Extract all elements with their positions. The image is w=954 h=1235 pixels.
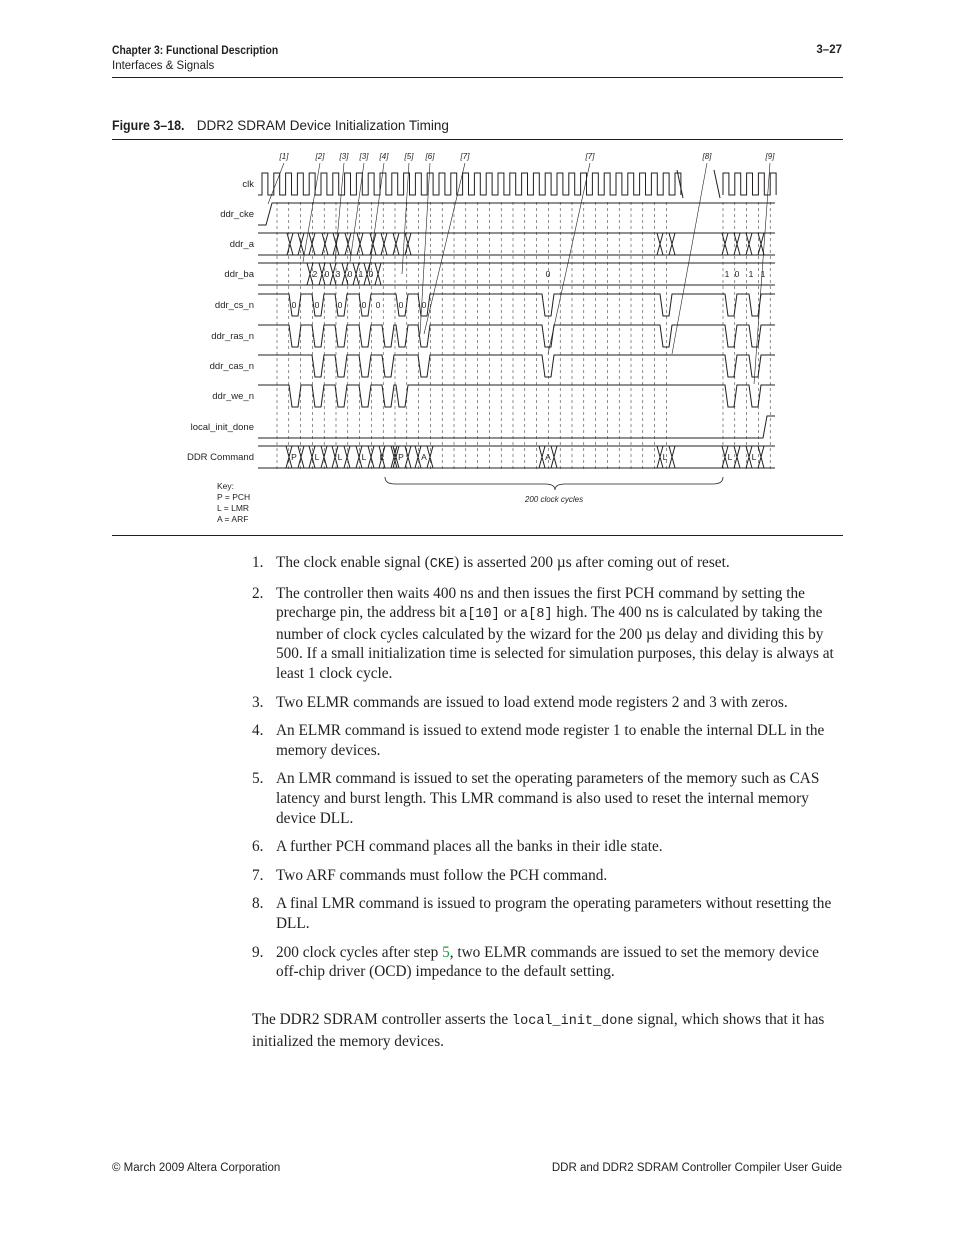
- cs-value: 0: [314, 300, 320, 310]
- step-number: 9.: [252, 943, 264, 961]
- ba-value: 0: [734, 269, 740, 279]
- cs-value: 0: [398, 300, 404, 310]
- chapter-title: Chapter 3: Functional Description: [112, 45, 279, 57]
- command-value: A: [545, 452, 551, 462]
- signal-label: ddr_a: [229, 239, 254, 250]
- ddr-command-bus: [258, 446, 775, 468]
- text-run: Two ELMR commands are issued to load extend mode registers 2 and 3 with zeros.: [276, 693, 788, 711]
- annotation-leader: [268, 163, 284, 204]
- text-run: An ELMR command is issued to extend mode register 1 to enable the internal DLL in the memory devices.: [276, 722, 825, 759]
- command-value: A: [421, 452, 427, 462]
- step-item: [252, 866, 842, 886]
- step-number: 3.: [252, 693, 264, 711]
- cs-value: 0: [421, 300, 427, 310]
- command-value: P: [291, 452, 297, 462]
- key-line: P = PCH: [217, 492, 251, 502]
- signal-label: local_init_done: [190, 422, 254, 433]
- text-run: 200 clock cycles after step: [276, 943, 443, 961]
- annotation-label: [4]: [379, 152, 389, 161]
- footer-copyright: © March 2009 Altera Corporation: [112, 1162, 281, 1174]
- annotation-label: [1]: [279, 152, 289, 161]
- ba-value: 1: [358, 269, 364, 279]
- step-number: 5.: [252, 770, 264, 788]
- annotation-leader: [335, 163, 344, 262]
- cs-wave: [258, 294, 775, 316]
- ba-value: 1: [724, 269, 730, 279]
- text-run: or: [499, 604, 521, 622]
- text-run: ) is asserted 200 µs after coming out of reset.: [454, 554, 730, 571]
- step-item: [252, 693, 842, 713]
- annotation-label: [6]: [425, 152, 435, 161]
- text-run: The clock enable signal (: [276, 554, 430, 571]
- running-header: [112, 44, 297, 74]
- figure-bottom-rule: [112, 535, 843, 536]
- step-item: [252, 584, 842, 684]
- step-item: [252, 553, 842, 575]
- signal-label: ddr_cas_n: [209, 361, 254, 372]
- footer-doc-title: DDR and DDR2 SDRAM Controller Compiler User Guide: [551, 1162, 842, 1174]
- annotation-label: [5]: [404, 152, 414, 161]
- break-mark: [714, 170, 720, 198]
- ba-value: 0: [545, 269, 551, 279]
- annotation-label: [9]: [765, 152, 775, 161]
- signal-label: ddr_cs_n: [214, 300, 254, 311]
- annotation-leader: [369, 163, 384, 272]
- we-wave: [258, 385, 775, 407]
- timing-diagram: [170, 144, 790, 534]
- ba-value: 1: [748, 269, 754, 279]
- step-item: [252, 769, 842, 828]
- closing-paragraph: [252, 1010, 842, 1051]
- annotation-label: [2]: [315, 152, 325, 161]
- signal-label: ddr_we_n: [212, 391, 254, 402]
- command-value: L: [751, 452, 757, 462]
- step-item: [252, 894, 842, 933]
- command-value: L: [727, 452, 733, 462]
- init-done-wave: [258, 416, 775, 438]
- command-value: P: [398, 452, 404, 462]
- signal-label: ddr_cke: [220, 209, 254, 220]
- text-run: A further PCH command places all the banks in their idle state.: [276, 838, 663, 856]
- annotation-label: [7]: [460, 152, 470, 161]
- step-number: 2.: [252, 584, 264, 602]
- text-run: Two ARF commands must follow the PCH command.: [276, 866, 608, 884]
- ras-wave: [258, 325, 775, 347]
- inline-code: CKE: [429, 557, 455, 572]
- step-number: 1.: [252, 554, 264, 571]
- clk-wave: [258, 173, 681, 195]
- inline-code: a[8]: [520, 607, 553, 623]
- figure-caption: [112, 118, 449, 133]
- annotation-label: [3]: [339, 152, 349, 161]
- text-run: signal, which shows that it has initialized the memory devices.: [252, 1011, 825, 1050]
- header-rule: [112, 77, 843, 78]
- page-number: 3–27: [816, 44, 842, 56]
- step-item: [252, 721, 842, 760]
- inline-code: a[10]: [459, 607, 500, 623]
- annotation-leader: [350, 163, 364, 262]
- key-line: L = LMR: [217, 503, 250, 513]
- cs-value: 0: [361, 300, 367, 310]
- command-value: L: [662, 452, 668, 462]
- key-line: A = ARF: [217, 514, 249, 524]
- signal-label: DDR Command: [186, 452, 254, 463]
- step-number: 6.: [252, 838, 264, 856]
- figure-number: Figure 3–18.: [112, 118, 185, 133]
- command-value: L: [314, 452, 320, 462]
- step-number: 8.: [252, 895, 264, 913]
- brace-label: 200 clock cycles: [524, 495, 584, 504]
- text-run: The controller then waits 400 ns and then issues the first PCH command by setting the precharge pin, the address bit: [276, 584, 805, 622]
- text-run: high. The 400 ns is calculated by taking the number of clock cycles calculated by the wizard for the 200 µs delay and dividing this by 500. If a small initialization time is selected for simulation purposes, this delay is always at least 1 clock cycle.: [276, 604, 834, 682]
- ba-value: 0: [347, 269, 353, 279]
- step-item: [252, 837, 842, 857]
- break-mark: [677, 170, 683, 198]
- cycles-brace: [385, 477, 723, 490]
- ba-value: 3: [335, 269, 341, 279]
- ba-value: 2: [312, 269, 318, 279]
- cas-wave: [258, 355, 775, 377]
- section-title: Interfaces & Signals: [112, 60, 215, 72]
- steps-list: [252, 553, 842, 991]
- cs-value: 0: [291, 300, 297, 310]
- command-value: L: [379, 452, 385, 462]
- inline-code: local_init_done: [512, 1014, 634, 1029]
- signal-label: clk: [242, 179, 254, 190]
- text-run: The DDR2 SDRAM controller asserts the: [252, 1011, 513, 1028]
- text-run: A final LMR command is issued to program the operating parameters without resetting the DLL.: [276, 895, 832, 932]
- signal-label: ddr_ba: [224, 269, 254, 280]
- figure-top-rule: [112, 139, 843, 140]
- command-value: L: [361, 452, 367, 462]
- annotation-label: [3]: [359, 152, 369, 161]
- annotation-leader: [754, 163, 770, 384]
- ddr-a-bus: [258, 233, 775, 255]
- step-number: 4.: [252, 722, 264, 740]
- step-item: [252, 943, 842, 982]
- step-number: 7.: [252, 866, 264, 884]
- step-link[interactable]: 5: [442, 943, 450, 961]
- ba-value: 1: [760, 269, 766, 279]
- ba-value: 0: [368, 269, 374, 279]
- cs-value: 0: [375, 300, 381, 310]
- command-value: L: [337, 452, 343, 462]
- key-line: Key:: [217, 481, 235, 491]
- figure-title: DDR2 SDRAM Device Initialization Timing: [196, 118, 449, 133]
- annotation-label: [8]: [702, 152, 712, 161]
- ba-value: 0: [324, 269, 330, 279]
- text-run: An LMR command is issued to set the operating parameters of the memory such as CAS latency and burst length. This LMR command is also used to reset the internal memory device DLL.: [276, 770, 820, 827]
- text-run: , two ELMR commands are issued to set the memory device off-chip driver (OCD) impedance to the default setting.: [276, 943, 819, 981]
- cs-value: 0: [337, 300, 343, 310]
- annotation-leader: [402, 163, 409, 274]
- signal-label: ddr_ras_n: [211, 331, 254, 342]
- annotation-label: [7]: [585, 152, 595, 161]
